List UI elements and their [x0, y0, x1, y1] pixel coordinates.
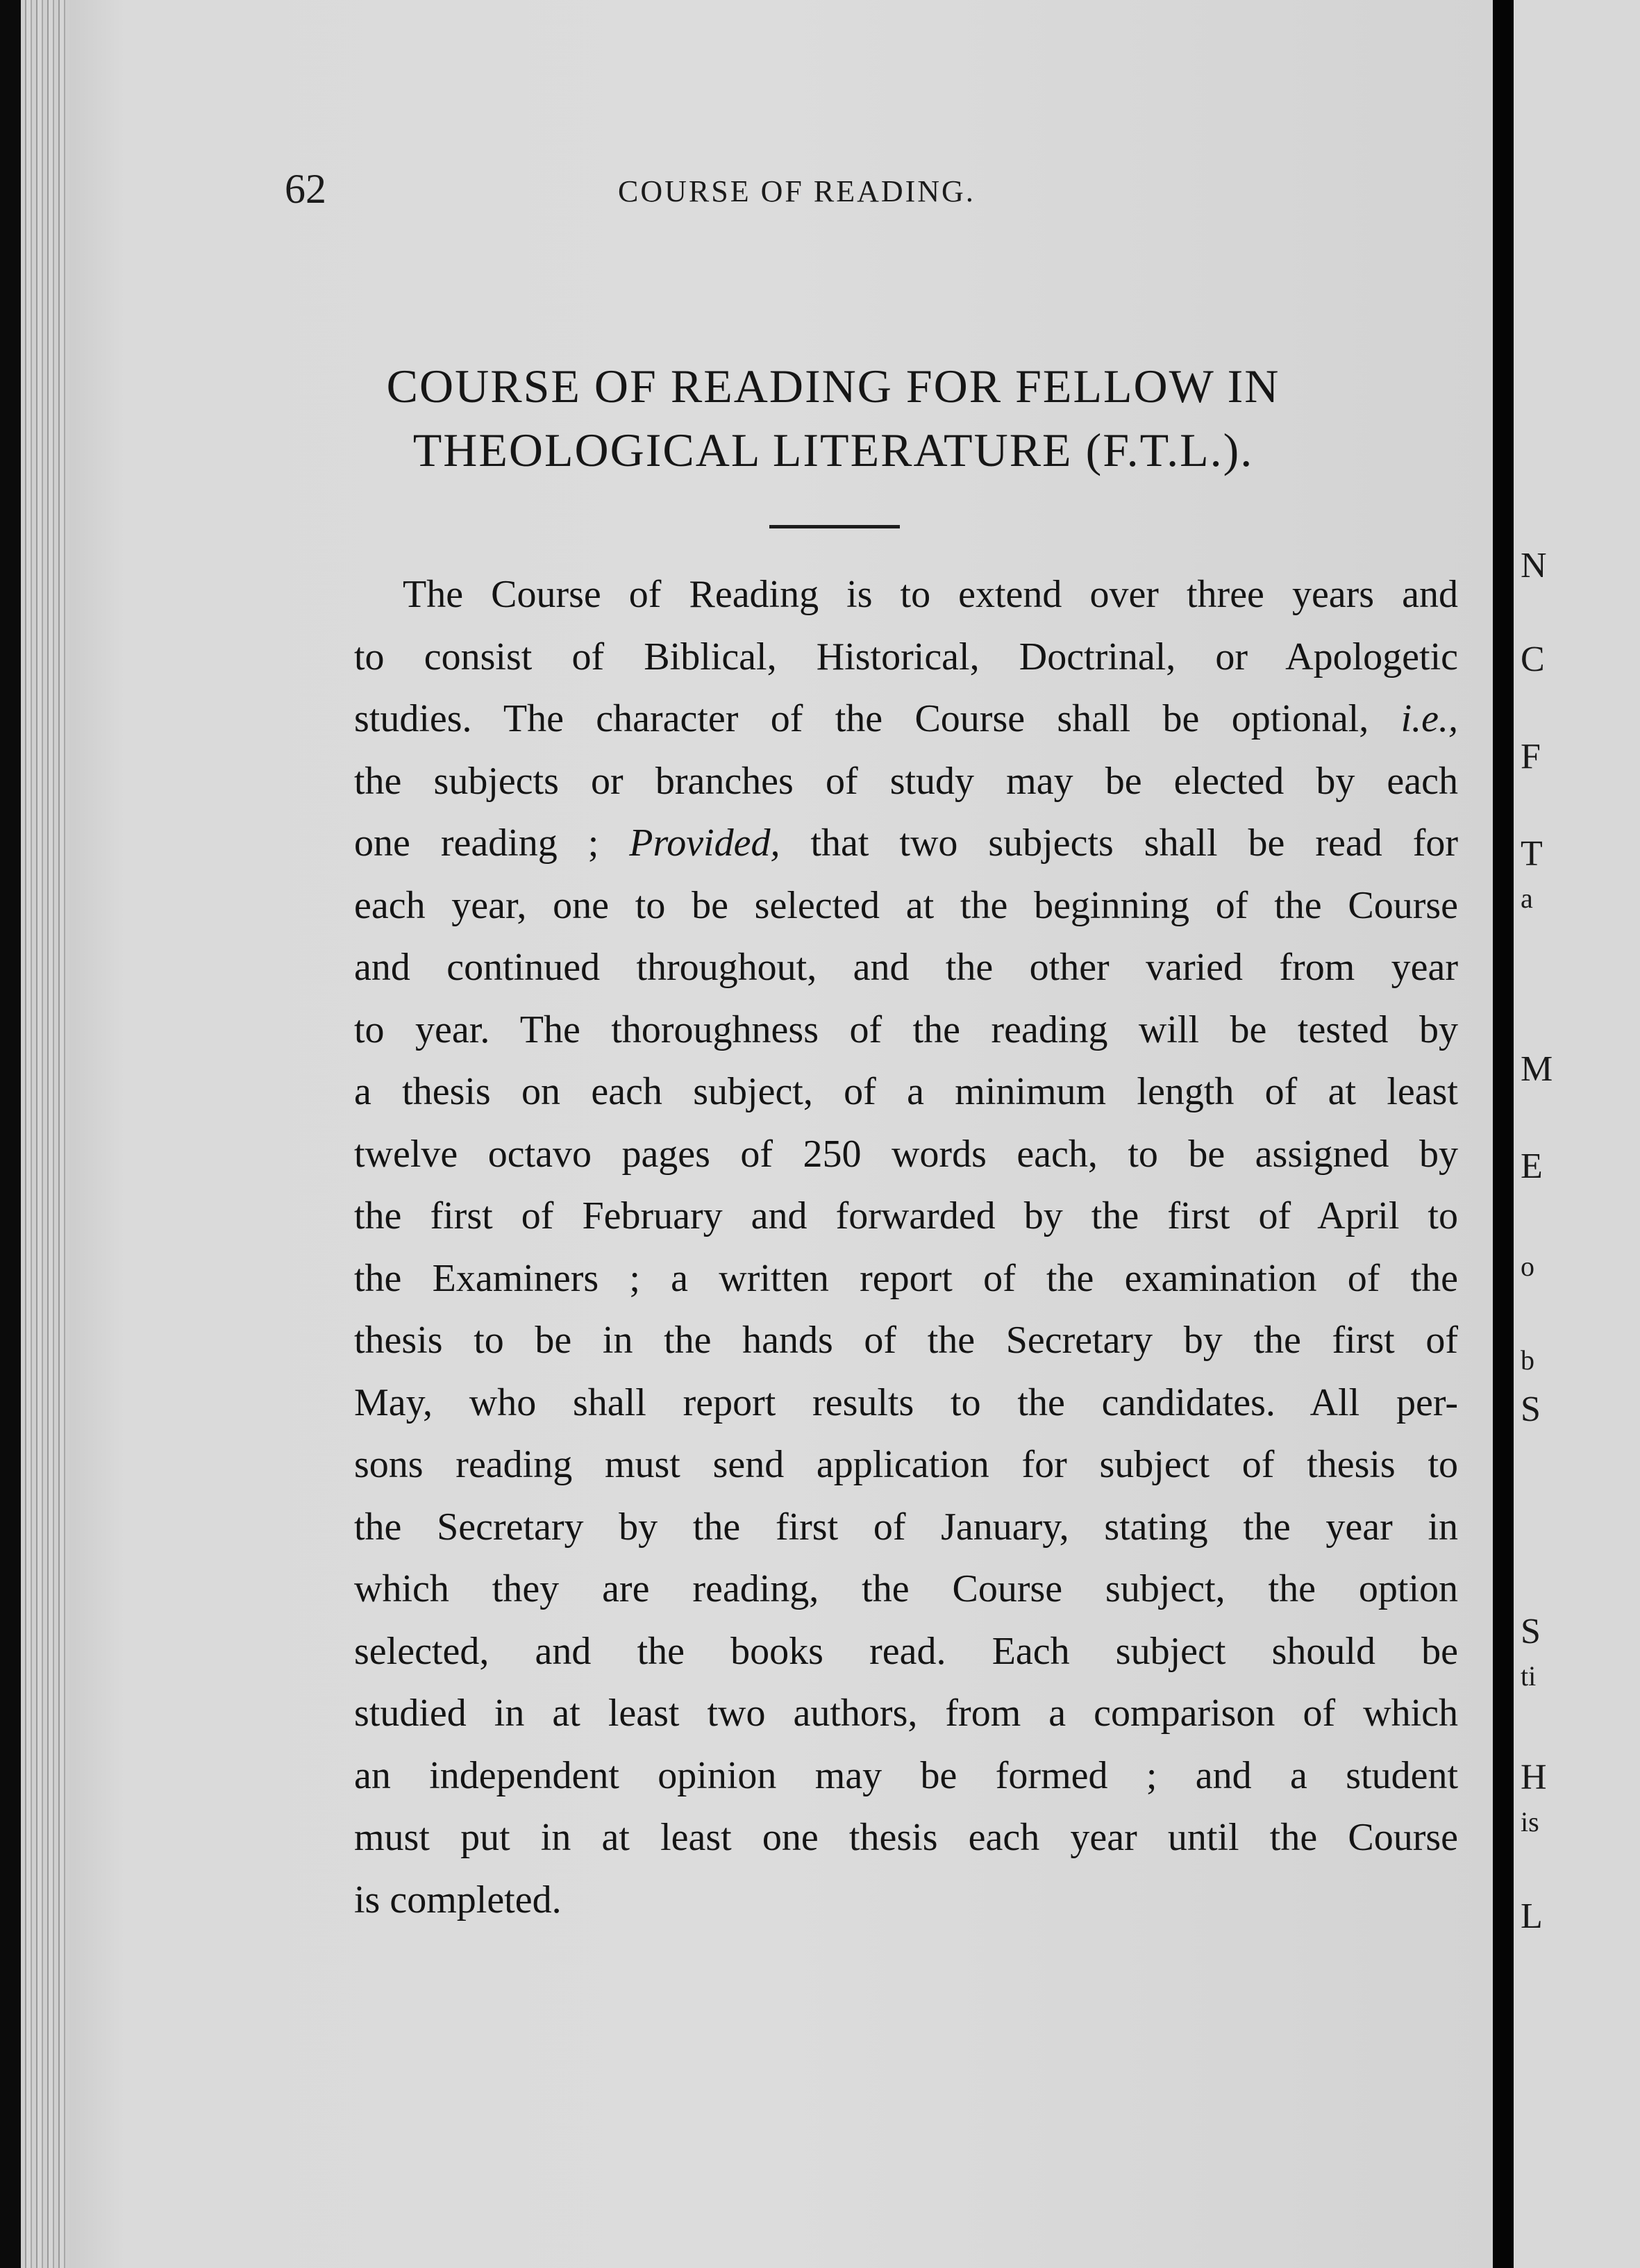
section-title-line-2: THEOLOGICAL LITERATURE (F.T.L.). [412, 424, 1254, 476]
body-line-9: a thesis on each subject, of a minimum length of at least [354, 1070, 1458, 1113]
book-gutter [1493, 0, 1514, 2268]
section-title [243, 354, 1423, 482]
body-line-20: an independent opinion may be formed ; and a student [354, 1753, 1458, 1797]
fragment-letter: b [1521, 1344, 1534, 1376]
body-line-16: the Secretary by the first of January, stating the year in [354, 1505, 1458, 1549]
fragment-letter: C [1521, 640, 1545, 679]
body-line-21: must put in at least one thesis each year until the Course [354, 1816, 1458, 1859]
body-line-10: twelve octavo pages of 250 words each, to be assigned by [354, 1132, 1458, 1176]
fragment-letter: F [1521, 737, 1541, 776]
running-head: COURSE OF READING. [618, 174, 976, 208]
body-line-12: the Examiners ; a written report of the examination of the [354, 1256, 1458, 1300]
body-line-4: the subjects or branches of study may be elected by each [354, 759, 1458, 803]
fragment-letter: o [1521, 1251, 1534, 1282]
body-line-5: one reading ; Provided, that two subjects shall be read for [354, 822, 1458, 865]
fragment-letter: T [1521, 834, 1543, 874]
body-line-17: which they are reading, the Course subject, the option [354, 1567, 1458, 1610]
body-line-15: sons reading must send application for subject of thesis to [354, 1443, 1458, 1486]
body-line-7: and continued throughout, and the other varied from year [354, 946, 1458, 989]
body-line-6: each year, one to be selected at the beginning of the Course [354, 883, 1458, 927]
body-paragraph [354, 564, 1458, 1931]
body-line-11: the first of February and forwarded by the first of April to [354, 1194, 1458, 1237]
body-line-14: May, who shall report results to the candidates. All per- [354, 1381, 1458, 1424]
adjacent-page-fragment [1514, 0, 1640, 2268]
fragment-letter: E [1521, 1146, 1543, 1186]
body-line-2: to consist of Biblical, Historical, Doctrinal, or Apologetic [354, 635, 1458, 678]
body-line-1: The Course of Reading is to extend over three years and [403, 573, 1458, 616]
fragment-letter: a [1521, 883, 1533, 914]
body-line-22: is completed. [354, 1878, 562, 1921]
body-line-18: selected, and the books read. Each subject should be [354, 1629, 1458, 1673]
fragment-letter: ti [1521, 1660, 1537, 1692]
italic-provided: Provided, [629, 822, 780, 865]
fragment-letter: L [1521, 1896, 1543, 1936]
body-line-19: studied in at least two authors, from a comparison of which [354, 1692, 1458, 1735]
title-divider-rule [769, 525, 900, 528]
fragment-letter: M [1521, 1049, 1553, 1089]
fragment-letter: H [1521, 1758, 1547, 1797]
book-page [69, 0, 1493, 2268]
fragment-letter: is [1521, 1806, 1539, 1837]
page-number: 62 [285, 166, 326, 212]
fragment-letter: N [1521, 546, 1547, 585]
fragment-letter: S [1521, 1612, 1541, 1651]
body-line-3: studies. The character of the Course shall be optional, i.e., [354, 697, 1458, 740]
page-header [69, 165, 1493, 214]
section-title-line-1: COURSE OF READING FOR FELLOW IN [386, 360, 1280, 412]
italic-ie: i.e., [1400, 697, 1458, 740]
body-line-13: thesis to be in the hands of the Secretary by the first of [354, 1319, 1458, 1362]
body-line-8: to year. The thoroughness of the reading will be tested by [354, 1008, 1458, 1051]
fragment-letter: S [1521, 1390, 1541, 1429]
